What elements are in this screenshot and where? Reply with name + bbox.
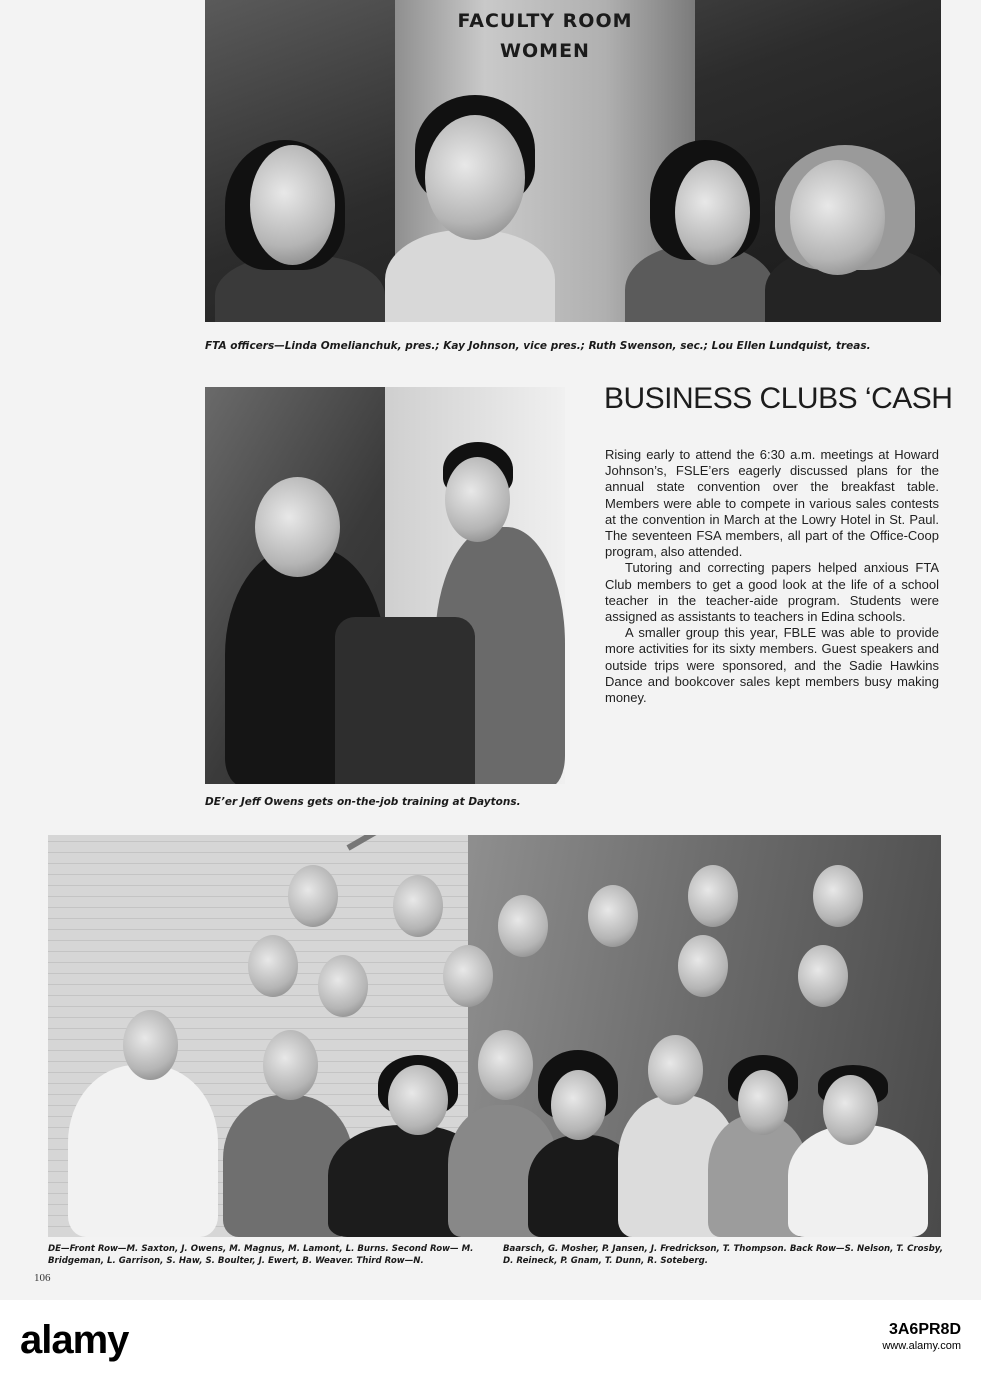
door-sign-line-2: WOMEN (500, 40, 590, 62)
de-training-photo (205, 387, 565, 784)
jacket (335, 617, 475, 784)
watermark-bar (0, 1300, 981, 1390)
person-face (123, 1010, 178, 1080)
watermark-info (882, 1322, 961, 1354)
de-group-caption-left: DE—Front Row—M. Saxton, J. Owens, M. Magnus, M. Lamont, L. Burns. Second Row— M. Bridgeman, L. Garrison, S. Haw, S. Boulter, J. Ewert, B. Weaver. Third Row—N. (48, 1244, 474, 1266)
watermark-url: www.alamy.com (882, 1340, 961, 1352)
fta-officers-caption: FTA officers—Linda Omelianchuk, pres.; Kay Johnson, vice pres.; Ruth Swenson, sec.; Lou Ellen Lundquist, treas. (205, 340, 871, 352)
article-paragraph: A smaller group this year, FBLE was able to provide more activities for its sixty members. Guest speakers and outside trips were sponsored, and the Sadie Hawkins Dance and bookcover sales kept members busy making money. (605, 625, 939, 706)
person-face (790, 160, 885, 275)
de-group-photo (48, 835, 941, 1237)
person-face (255, 477, 340, 577)
de-group-caption-right: Baarsch, G. Mosher, P. Jansen, J. Fredrickson, T. Thompson. Back Row—S. Nelson, T. Crosby, D. Reineck, P. Gnam, T. Dunn, R. Soteberg. (503, 1244, 943, 1266)
article-paragraph: Rising early to attend the 6:30 a.m. meetings at Howard Johnson’s, FSLE’ers eagerly discussed plans for the annual state convention over the breakfast table. Members were able to compete in various sales contests at the convention in March at the Lowry Hotel in St. Paul. The seventeen FSA members, all part of the Office-Coop program, also attended. (605, 447, 939, 560)
person-face (248, 935, 298, 997)
article-paragraph: Tutoring and correcting papers helped anxious FTA Club members to get a good look at the life of a school teacher in the teacher-aide program. Students were assigned as assistants to teachers in Edina schools. (605, 560, 939, 625)
de-training-caption: DE’er Jeff Owens gets on-the-job training at Daytons. (205, 796, 521, 808)
person-face (478, 1030, 533, 1100)
person-face (393, 875, 443, 937)
person-face (443, 945, 493, 1007)
watermark-logo: alamy (20, 1318, 129, 1362)
watermark-image-id: 3A6PR8D (888, 1321, 961, 1338)
person-face (648, 1035, 703, 1105)
person-face (263, 1030, 318, 1100)
person-face (798, 945, 848, 1007)
person-face (678, 935, 728, 997)
person-face (588, 885, 638, 947)
person-face (675, 160, 750, 265)
article-body (605, 447, 939, 706)
person-face (445, 457, 510, 542)
person-face (688, 865, 738, 927)
door-sign (440, 6, 650, 66)
person-figure (385, 230, 555, 322)
person-face (813, 865, 863, 927)
person-figure (68, 1065, 218, 1237)
person-face (288, 865, 338, 927)
fta-officers-photo (205, 0, 941, 322)
article-headline: BUSINESS CLUBS ‘CASH (604, 382, 953, 415)
person-face (551, 1070, 606, 1140)
person-face (250, 145, 335, 265)
person-face (823, 1075, 878, 1145)
person-face (738, 1070, 788, 1135)
person-face (318, 955, 368, 1017)
person-face (498, 895, 548, 957)
person-face (425, 115, 525, 240)
page-number: 106 (34, 1272, 51, 1284)
person-face (388, 1065, 448, 1135)
door-sign-line-1: FACULTY ROOM (457, 10, 633, 32)
